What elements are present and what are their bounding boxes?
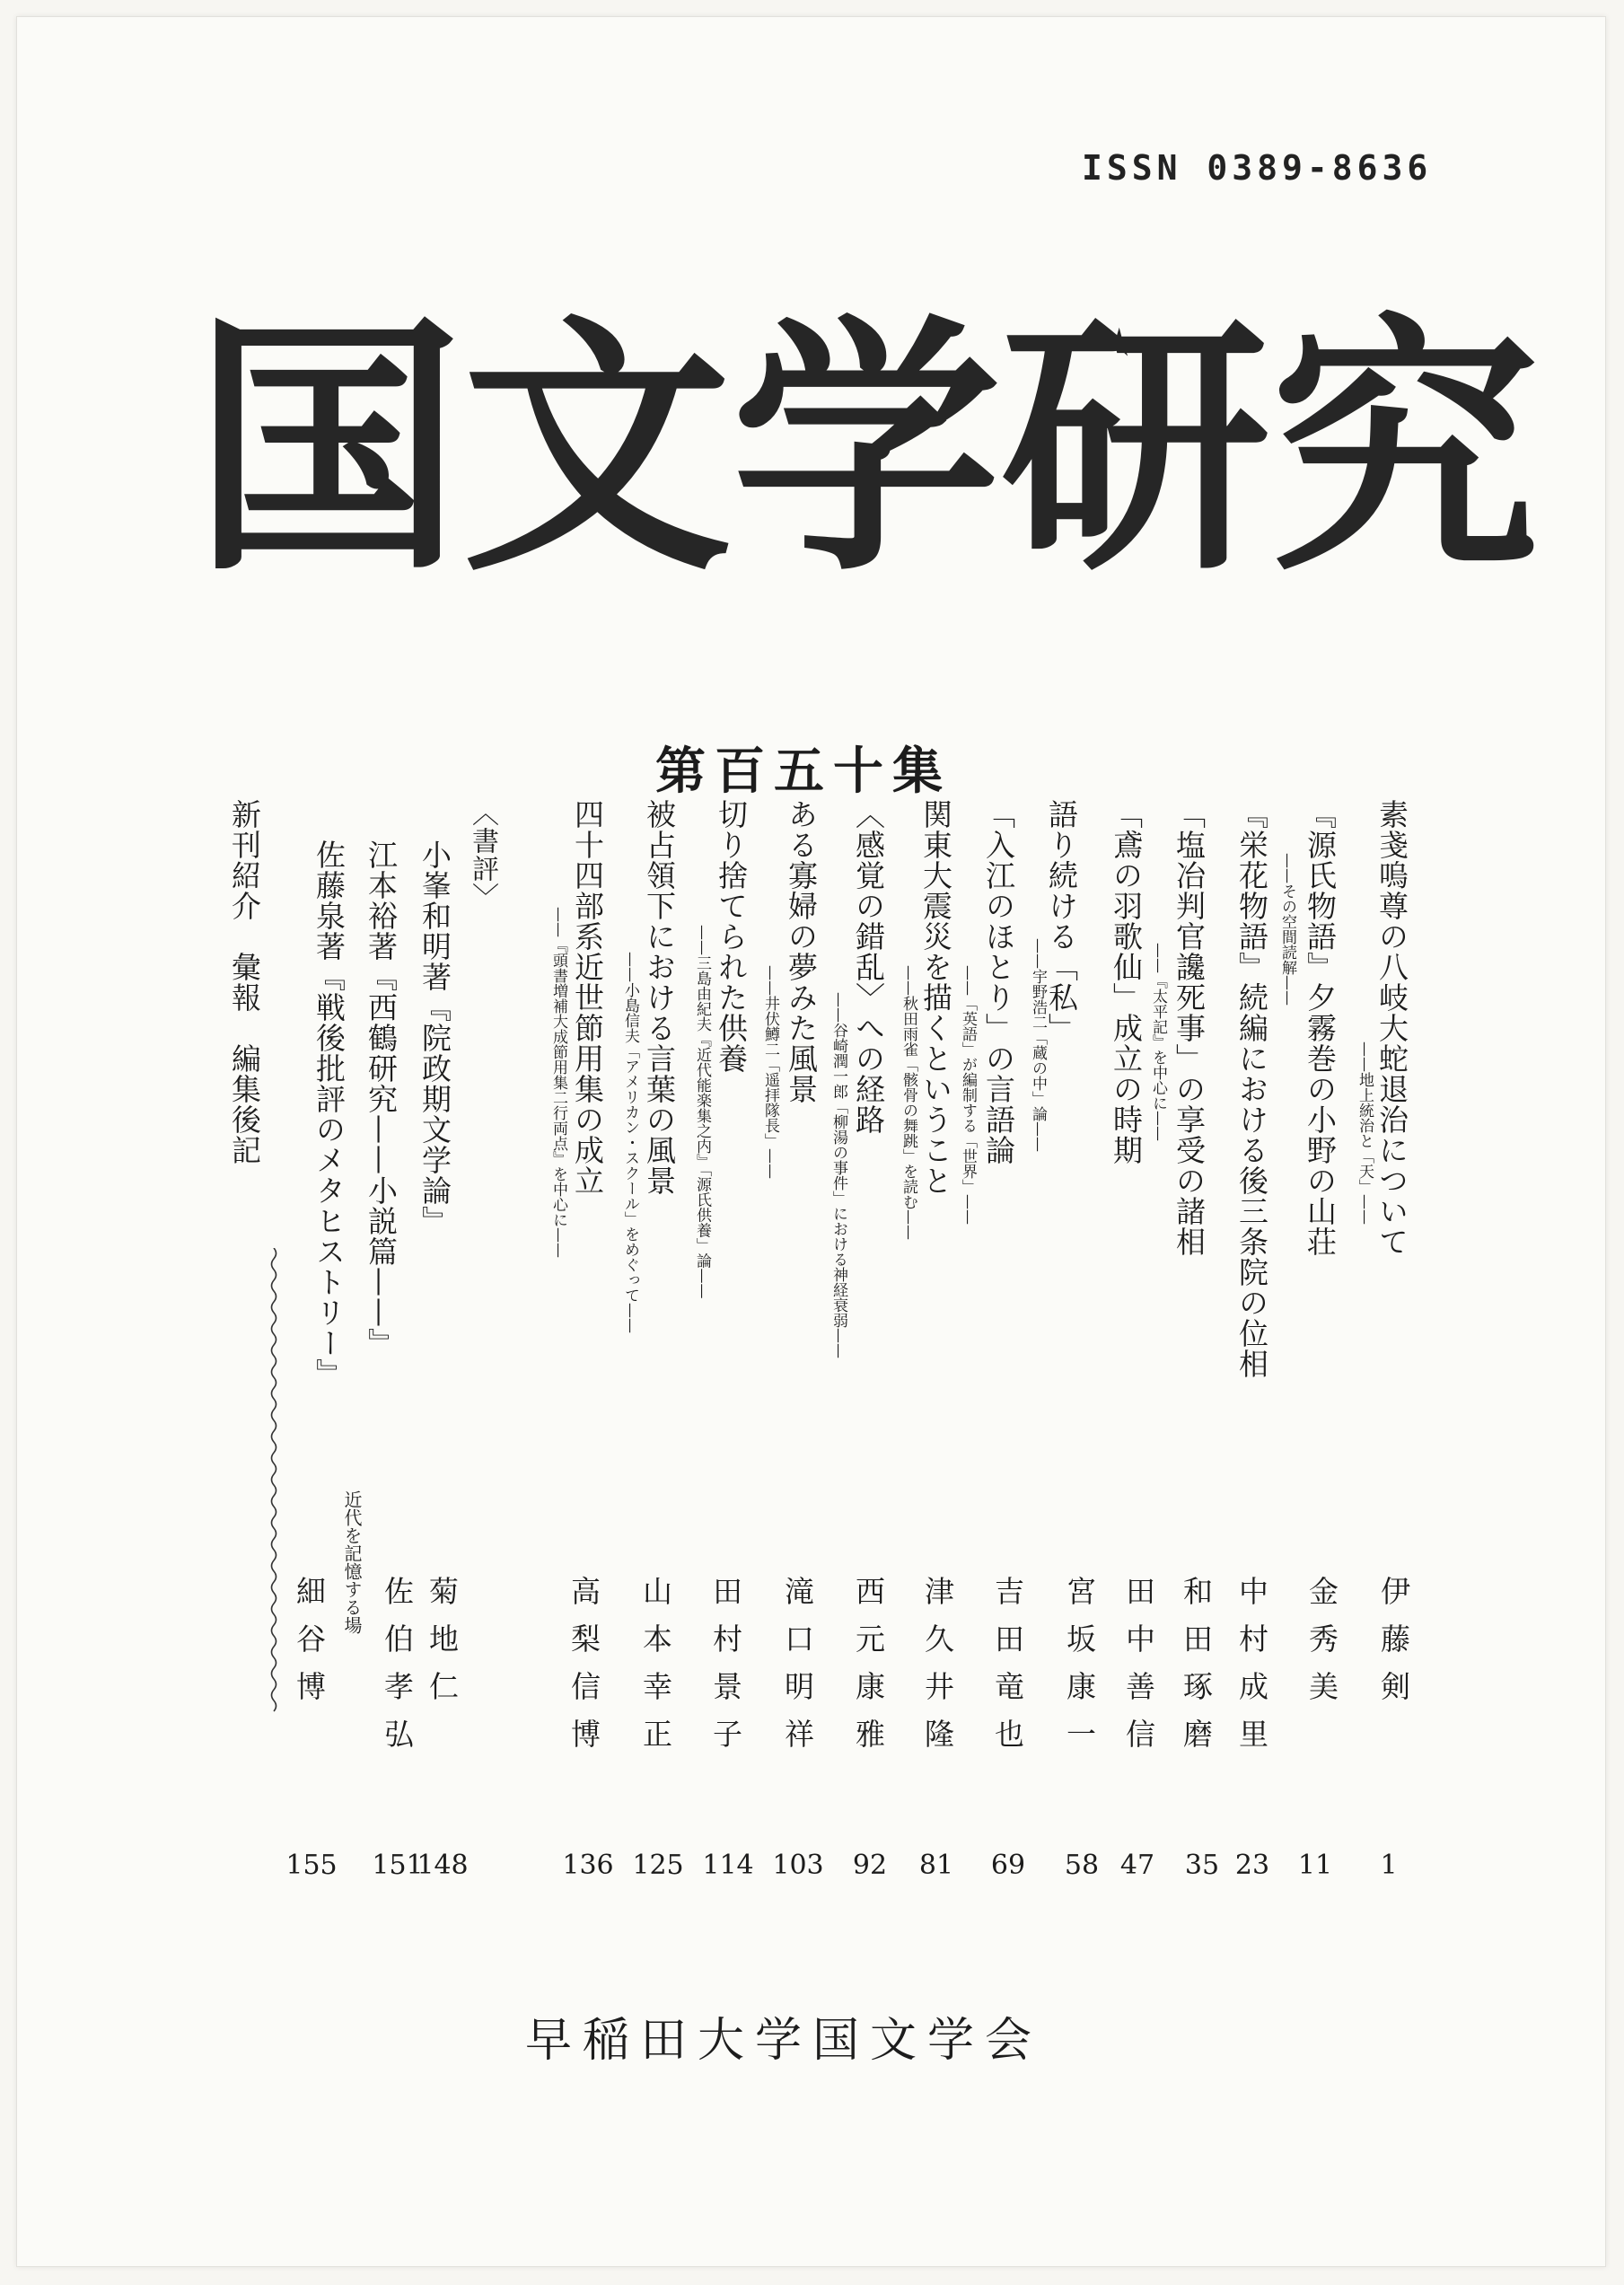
toc-title: 被占領下における言葉の風景 xyxy=(642,799,677,1196)
toc-author: 中村成里 xyxy=(1234,1576,1269,1766)
title-char: 国 xyxy=(193,290,462,607)
toc-subtitle: ——その空間読解—— xyxy=(1278,853,1296,1006)
review-author: 菊地仁 xyxy=(425,1576,460,1718)
page-number: 58 xyxy=(1064,1850,1100,1881)
toc-author: 高梨信博 xyxy=(566,1576,601,1766)
toc-title: 「鳶の羽歌仙」成立の時期 xyxy=(1109,799,1144,1165)
toc-author: 伊藤剣 xyxy=(1376,1576,1411,1718)
toc-author: 宮坂康一 xyxy=(1062,1576,1097,1766)
toc-subtitle: ——秋田雨雀「骸骨の舞跳」を読む—— xyxy=(900,965,917,1240)
toc-author: 田中善信 xyxy=(1121,1576,1156,1766)
toc-title: 〈感覚の錯乱〉への経路 xyxy=(851,799,886,1135)
toc-subtitle: ——『頭書増補大成節用集二行両点』を中心に—— xyxy=(549,907,567,1258)
review-author: 細谷博 xyxy=(292,1576,327,1718)
toc-author: 和田琢磨 xyxy=(1179,1576,1214,1766)
toc-subtitle: ——井伏鱒二「遥拝隊長」—— xyxy=(761,965,779,1179)
page-number: 92 xyxy=(852,1850,888,1881)
toc-author: 吉田竜也 xyxy=(990,1576,1025,1766)
page-number: 69 xyxy=(990,1850,1026,1881)
toc-title: 四十四部系近世節用集の成立 xyxy=(570,799,605,1196)
page-number: 81 xyxy=(918,1850,954,1881)
page-number: 136 xyxy=(562,1850,614,1881)
toc-author: 西元康雅 xyxy=(851,1576,886,1766)
toc-subtitle: ——小島信夫「アメリカン・スクール」をめぐって—— xyxy=(621,952,639,1333)
toc-title: 語り続ける「私」 xyxy=(1044,799,1079,1043)
toc-title: ある寡婦の夢みた風景 xyxy=(784,799,819,1104)
journal-title xyxy=(193,278,1540,620)
page-number: 11 xyxy=(1297,1850,1333,1881)
page-number: 155 xyxy=(285,1850,338,1881)
toc-subtitle: ——地上統治と「天」—— xyxy=(1356,1041,1374,1225)
toc-author: 金秀美 xyxy=(1304,1576,1339,1718)
page-number: 1 xyxy=(1380,1850,1398,1881)
toc-subtitle: ——『太平記』を中心に—— xyxy=(1149,943,1167,1141)
reviews-heading: 〈書評〉 xyxy=(467,799,498,910)
page-number: 125 xyxy=(632,1850,684,1881)
toc-author: 田村景子 xyxy=(708,1576,743,1766)
toc-title: 素戔嗚尊の八岐大蛇退治について xyxy=(1374,799,1409,1257)
page-number: 23 xyxy=(1234,1850,1270,1881)
review-title: 佐藤泉著『戦後批評のメタヒストリー』 xyxy=(312,839,347,1389)
toc-author: 滝口明祥 xyxy=(780,1576,815,1766)
page-number: 148 xyxy=(417,1850,469,1881)
toc-title: 切り捨てられた供養 xyxy=(714,799,749,1074)
title-char: 学 xyxy=(732,290,1001,607)
review-subtitle: 近代を記憶する場 xyxy=(341,1490,363,1634)
toc-title: 関東大震災を描くということ xyxy=(918,799,953,1196)
toc-subtitle: ——宇野浩二「蔵の中」論—— xyxy=(1029,938,1047,1152)
toc-subtitle: ——「英語」が編制する「世界」—— xyxy=(959,965,977,1225)
page-number: 114 xyxy=(702,1850,754,1881)
publisher-name: 早稲田大学国文学会 xyxy=(525,2014,1043,2068)
page-number: 151 xyxy=(372,1850,424,1881)
toc-title: 「塩冶判官讒死事」の享受の諸相 xyxy=(1172,799,1207,1257)
toc-title: 『源氏物語』夕霧巻の小野の山荘 xyxy=(1303,799,1338,1257)
review-title: 江本裕著『西鶴研究——小説篇——』 xyxy=(364,839,399,1358)
toc-subtitle: ——三島由紀夫『近代能楽集之内』「源氏供養」論—— xyxy=(693,925,711,1299)
volume-number: 第百五十集 xyxy=(655,742,952,801)
misc-sections: 新刊紹介 彙報 編集後記 xyxy=(227,799,262,1165)
toc-author: 山本幸正 xyxy=(638,1576,673,1766)
title-char: 研 xyxy=(1001,290,1270,607)
review-title: 小峯和明著『院政期文学論』 xyxy=(417,839,452,1236)
toc-author: 津久井隆 xyxy=(920,1576,955,1766)
toc-title: 『栄花物語』続編における後三条院の位相 xyxy=(1234,799,1269,1379)
page-number: 103 xyxy=(772,1850,824,1881)
toc-subtitle: ——谷崎潤一郎「柳湯の事件」における神経衰弱—— xyxy=(830,992,847,1358)
wavy-divider xyxy=(268,1248,280,1715)
title-char: 文 xyxy=(462,290,732,607)
review-author: 佐伯孝弘 xyxy=(380,1576,415,1766)
page-number: 35 xyxy=(1184,1850,1220,1881)
page-number: 47 xyxy=(1119,1850,1155,1881)
title-char: 究 xyxy=(1270,290,1540,607)
toc-title: 「入江のほとり」の言語論 xyxy=(981,799,1016,1165)
issn-number: ISSN 0389-8636 xyxy=(1082,148,1433,188)
